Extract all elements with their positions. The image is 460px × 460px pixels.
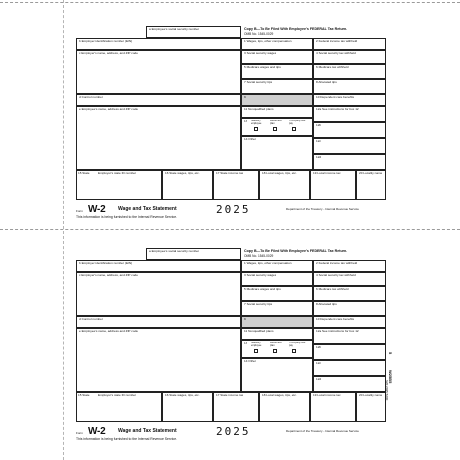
- box-12a[interactable]: 12a See instructions for box 12: [313, 106, 386, 122]
- w2-form-top: [76, 26, 386, 222]
- box-3[interactable]: 3 Social security wages: [241, 50, 313, 64]
- box-20[interactable]: 20 Locality name: [356, 392, 386, 422]
- box-12b[interactable]: 12b: [313, 122, 386, 138]
- copy-title: Copy B—To Be Filed With Employee's FEDERAL Tax Return.: [244, 27, 348, 31]
- box-14[interactable]: 14 Other: [241, 358, 313, 392]
- ssn-label: a Employee's social security number: [149, 28, 200, 31]
- box-11[interactable]: 11 Nonqualified plans: [241, 328, 313, 340]
- control-number-box[interactable]: d Control number: [76, 316, 241, 328]
- box-8[interactable]: 8 Allocated tips: [313, 79, 386, 94]
- box-16[interactable]: 16 State wages, tips, etc.: [162, 170, 213, 200]
- irs-info-note: This information is being furnished to the Internal Revenue Service.: [76, 215, 178, 219]
- box-13: 13 Statutory employee Retirement plan Third-party sick pay: [241, 118, 313, 136]
- top-perforation: [0, 2, 460, 3]
- retirement-checkbox[interactable]: [273, 349, 277, 353]
- side-part-number: 5: [388, 352, 393, 355]
- w2-title: W-2: [88, 426, 106, 437]
- left-perforation: [63, 0, 64, 460]
- box-13: 13 Statutory employee Retirement plan Third-party sick pay: [241, 340, 313, 358]
- box-4[interactable]: 4 Social security tax withheld: [313, 50, 386, 64]
- side-small-print: S20 2025 5200: [385, 380, 389, 401]
- box-9: 9: [241, 316, 313, 328]
- ein-box[interactable]: b Employer identification number (EIN): [76, 260, 241, 272]
- box-16[interactable]: 16 State wages, tips, etc.: [162, 392, 213, 422]
- box-19[interactable]: 19 Local income tax: [310, 392, 356, 422]
- sickpay-checkbox[interactable]: [292, 127, 296, 131]
- box-1[interactable]: 1 Wages, tips, other compensation: [241, 38, 313, 50]
- ein-box[interactable]: b Employer identification number (EIN): [76, 38, 241, 50]
- box-1[interactable]: 1 Wages, tips, other compensation: [241, 260, 313, 272]
- employee-box[interactable]: e Employee's name, address and ZIP code: [76, 106, 241, 170]
- box-5[interactable]: 5 Medicare wages and tips: [241, 64, 313, 79]
- tax-year: 2025: [216, 425, 251, 438]
- box-2[interactable]: 2 Federal income tax withheld: [313, 260, 386, 272]
- wage-statement-title: Wage and Tax Statement: [118, 206, 177, 212]
- box-2[interactable]: 2 Federal income tax withheld: [313, 38, 386, 50]
- box-5[interactable]: 5 Medicare wages and tips: [241, 286, 313, 301]
- employee-box[interactable]: e Employee's name, address and ZIP code: [76, 328, 241, 392]
- ssn-box[interactable]: [146, 26, 241, 38]
- form-label: Form: [76, 431, 83, 435]
- sickpay-checkbox[interactable]: [292, 349, 296, 353]
- box-12d[interactable]: 12d: [313, 376, 386, 392]
- omb-number: OMB No. 1545-0029: [244, 32, 274, 36]
- box-9: 9: [241, 94, 313, 106]
- box-8[interactable]: 8 Allocated tips: [313, 301, 386, 316]
- box-12b[interactable]: 12b: [313, 344, 386, 360]
- irs-info-note: This information is being furnished to the Internal Revenue Service.: [76, 437, 178, 441]
- box-10[interactable]: 10 Dependent care benefits: [313, 94, 386, 106]
- box-14[interactable]: 14 Other: [241, 136, 313, 170]
- box-15[interactable]: 15 State Employer's state ID number: [76, 170, 162, 200]
- statutory-checkbox[interactable]: [254, 127, 258, 131]
- box-12a[interactable]: 12a See instructions for box 12: [313, 328, 386, 344]
- control-number-box[interactable]: d Control number: [76, 94, 241, 106]
- box-18[interactable]: 18 Local wages, tips, etc.: [259, 392, 310, 422]
- box-10[interactable]: 10 Dependent care benefits: [313, 316, 386, 328]
- box-17[interactable]: 17 State income tax: [213, 170, 259, 200]
- irs-department: Department of the Treasury - Internal Revenue Service: [286, 207, 359, 211]
- employer-box[interactable]: c Employer's name, address, and ZIP code: [76, 272, 241, 316]
- omb-number: OMB No. 1545-0029: [244, 254, 274, 258]
- box-15[interactable]: 15 State Employer's state ID number: [76, 392, 162, 422]
- middle-perforation: [0, 229, 460, 230]
- form-label: Form: [76, 209, 83, 213]
- w2-title: W-2: [88, 204, 106, 215]
- box-19[interactable]: 19 Local income tax: [310, 170, 356, 200]
- box-6[interactable]: 6 Medicare tax withheld: [313, 64, 386, 79]
- side-form-code: W25B5: [388, 370, 393, 384]
- w2-form-bottom: [76, 248, 386, 444]
- box-4[interactable]: 4 Social security tax withheld: [313, 272, 386, 286]
- copy-title: Copy B—To Be Filed With Employee's FEDERAL Tax Return.: [244, 249, 348, 253]
- employer-box[interactable]: c Employer's name, address, and ZIP code: [76, 50, 241, 94]
- box-7[interactable]: 7 Social security tips: [241, 79, 313, 94]
- ssn-box[interactable]: [146, 248, 241, 260]
- box-17[interactable]: 17 State income tax: [213, 392, 259, 422]
- box-3[interactable]: 3 Social security wages: [241, 272, 313, 286]
- box-6[interactable]: 6 Medicare tax withheld: [313, 286, 386, 301]
- statutory-checkbox[interactable]: [254, 349, 258, 353]
- retirement-checkbox[interactable]: [273, 127, 277, 131]
- ssn-label: a Employee's social security number: [149, 250, 200, 253]
- box-11[interactable]: 11 Nonqualified plans: [241, 106, 313, 118]
- box-20[interactable]: 20 Locality name: [356, 170, 386, 200]
- box-18[interactable]: 18 Local wages, tips, etc.: [259, 170, 310, 200]
- box-12c[interactable]: 12c: [313, 360, 386, 376]
- box-12c[interactable]: 12c: [313, 138, 386, 154]
- wage-statement-title: Wage and Tax Statement: [118, 428, 177, 434]
- tax-year: 2025: [216, 203, 251, 216]
- box-12d[interactable]: 12d: [313, 154, 386, 170]
- box-7[interactable]: 7 Social security tips: [241, 301, 313, 316]
- irs-department: Department of the Treasury - Internal Revenue Service: [286, 429, 359, 433]
